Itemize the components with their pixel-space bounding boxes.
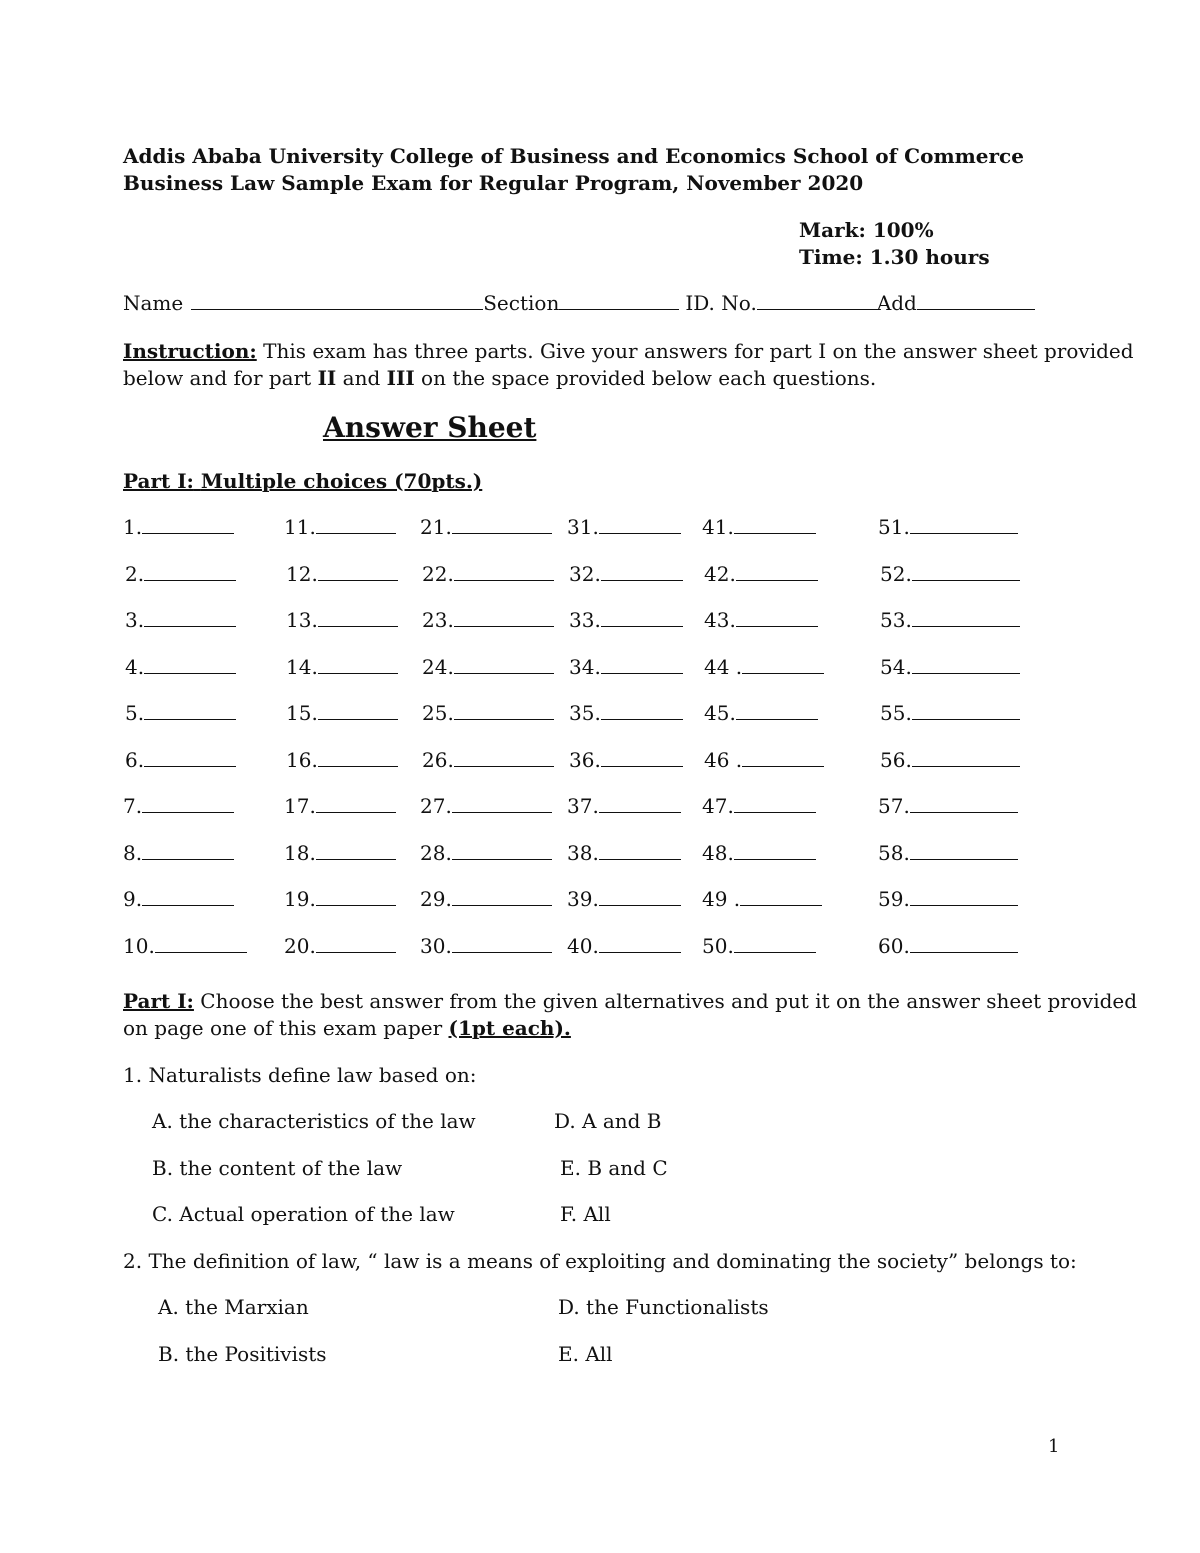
answer-slot-number: 21.: [420, 515, 452, 539]
answer-blank[interactable]: [452, 887, 552, 906]
answer-blank[interactable]: [910, 515, 1018, 534]
answer-slot[interactable]: [704, 748, 824, 772]
answer-blank[interactable]: [601, 655, 683, 674]
answer-slot[interactable]: [880, 655, 1020, 679]
answer-blank[interactable]: [452, 934, 552, 953]
answer-slot-number: 41.: [702, 515, 734, 539]
answer-blank[interactable]: [912, 701, 1020, 720]
question-2-stem: 2. The definition of law, “ law is a means of exploiting and dominating the society” belongs to:: [123, 1249, 1077, 1273]
answer-blank[interactable]: [454, 655, 554, 674]
answer-blank[interactable]: [318, 701, 398, 720]
answer-blank[interactable]: [742, 655, 824, 674]
answer-slot[interactable]: [702, 841, 816, 865]
add-blank[interactable]: [917, 291, 1035, 310]
answer-slot-number: 36.: [569, 748, 601, 772]
answer-slot[interactable]: [704, 562, 818, 586]
answer-blank[interactable]: [454, 701, 554, 720]
answer-slot[interactable]: [123, 934, 247, 958]
answer-slot[interactable]: [284, 794, 396, 818]
question-1-option-b[interactable]: B. the content of the law: [152, 1156, 403, 1180]
answer-slot-number: 50.: [702, 934, 734, 958]
answer-blank[interactable]: [142, 887, 234, 906]
answer-slot-number: 37.: [567, 794, 599, 818]
answer-slot-number: 35.: [569, 701, 601, 725]
exam-title: Business Law Sample Exam for Regular Program, November 2020: [123, 171, 864, 195]
answer-slot[interactable]: [420, 841, 552, 865]
part1-instruction-line-2: on page one of this exam paper (1pt each).: [123, 1016, 571, 1040]
instruction-label: Instruction:: [123, 339, 257, 363]
student-fields: [123, 291, 1035, 315]
answer-slot-number: 57.: [878, 794, 910, 818]
answer-slot[interactable]: [880, 748, 1020, 772]
answer-slot[interactable]: [567, 841, 681, 865]
answer-slot[interactable]: [569, 655, 683, 679]
answer-slot-number: 14.: [286, 655, 318, 679]
answer-slot[interactable]: [880, 701, 1020, 725]
question-1-option-d[interactable]: D. A and B: [554, 1109, 662, 1133]
answer-slot[interactable]: [284, 841, 396, 865]
answer-blank[interactable]: [736, 562, 818, 581]
question-2-option-d[interactable]: D. the Functionalists: [558, 1295, 769, 1319]
answer-blank[interactable]: [742, 748, 824, 767]
answer-slot[interactable]: [702, 794, 816, 818]
answer-slot[interactable]: [125, 562, 236, 586]
add-label: Add: [876, 291, 917, 315]
question-1-stem: 1. Naturalists define law based on:: [123, 1063, 477, 1087]
name-label: Name: [123, 291, 184, 315]
answer-slot-number: 16.: [286, 748, 318, 772]
answer-slot[interactable]: [286, 608, 398, 632]
answer-slot[interactable]: [420, 934, 552, 958]
answer-slot[interactable]: [123, 887, 234, 911]
answer-slot[interactable]: [567, 794, 681, 818]
answer-blank[interactable]: [155, 934, 247, 953]
question-1-option-a[interactable]: A. the characteristics of the law: [152, 1109, 476, 1133]
answer-slot[interactable]: [878, 515, 1018, 539]
answer-slot-number: 33.: [569, 608, 601, 632]
answer-blank[interactable]: [144, 562, 236, 581]
answer-slot-number: 17.: [284, 794, 316, 818]
answer-slot[interactable]: [286, 655, 398, 679]
answer-slot-number: 30.: [420, 934, 452, 958]
answer-slot-number: 38.: [567, 841, 599, 865]
answer-blank[interactable]: [736, 608, 818, 627]
answer-blank[interactable]: [910, 934, 1018, 953]
instruction-line-2: below and for part II and III on the space provided below each questions.: [123, 366, 877, 390]
answer-slot-number: 12.: [286, 562, 318, 586]
answer-slot[interactable]: [878, 841, 1018, 865]
answer-slot[interactable]: [880, 562, 1020, 586]
answer-blank[interactable]: [318, 562, 398, 581]
answer-slot-number: 56.: [880, 748, 912, 772]
answer-blank[interactable]: [912, 655, 1020, 674]
answer-slot-number: 59.: [878, 887, 910, 911]
answer-blank[interactable]: [912, 608, 1020, 627]
answer-slot-number: 20.: [284, 934, 316, 958]
answer-slot-number: 48.: [702, 841, 734, 865]
answer-blank[interactable]: [599, 841, 681, 860]
answer-sheet-part-heading: Part I: Multiple choices (70pts.): [123, 469, 483, 493]
answer-slot-number: 32.: [569, 562, 601, 586]
answer-slot-number: 58.: [878, 841, 910, 865]
answer-slot-number: 23.: [422, 608, 454, 632]
answer-slot[interactable]: [422, 562, 554, 586]
answer-blank[interactable]: [910, 841, 1018, 860]
answer-slot-number: 2.: [125, 562, 145, 586]
answer-slot[interactable]: [878, 887, 1018, 911]
answer-slot[interactable]: [422, 748, 554, 772]
answer-slot-number: 43.: [704, 608, 736, 632]
answer-slot-number: 40.: [567, 934, 599, 958]
answer-blank[interactable]: [736, 701, 818, 720]
answer-slot[interactable]: [125, 701, 236, 725]
answer-slot-number: 53.: [880, 608, 912, 632]
answer-blank[interactable]: [142, 515, 234, 534]
answer-blank[interactable]: [452, 515, 552, 534]
answer-blank[interactable]: [599, 794, 681, 813]
answer-blank[interactable]: [599, 934, 681, 953]
answer-slot[interactable]: [125, 748, 236, 772]
answer-slot-number: 1.: [123, 515, 143, 539]
answer-blank[interactable]: [144, 748, 236, 767]
answer-slot[interactable]: [702, 934, 816, 958]
answer-slot[interactable]: [125, 608, 236, 632]
answer-slot[interactable]: [569, 608, 683, 632]
answer-blank[interactable]: [144, 608, 236, 627]
answer-blank[interactable]: [316, 887, 396, 906]
answer-slot-number: 42.: [704, 562, 736, 586]
mark-info: Mark: 100%: [799, 218, 934, 242]
answer-blank[interactable]: [142, 841, 234, 860]
answer-blank[interactable]: [452, 841, 552, 860]
question-2-option-b[interactable]: B. the Positivists: [158, 1342, 327, 1366]
answer-slot-number: 27.: [420, 794, 452, 818]
answer-slot-number: 52.: [880, 562, 912, 586]
id-label: ID. No.: [685, 291, 757, 315]
answer-blank[interactable]: [740, 887, 822, 906]
answer-slot-number: 55.: [880, 701, 912, 725]
answer-blank[interactable]: [318, 748, 398, 767]
answer-slot[interactable]: [286, 562, 398, 586]
answer-slot-number: 18.: [284, 841, 316, 865]
answer-blank[interactable]: [454, 562, 554, 581]
answer-slot-number: 47.: [702, 794, 734, 818]
answer-slot-number: 10.: [123, 934, 155, 958]
answer-slot-number: 3.: [125, 608, 145, 632]
answer-blank[interactable]: [318, 655, 398, 674]
answer-blank[interactable]: [144, 701, 236, 720]
answer-slot[interactable]: [569, 562, 683, 586]
answer-blank[interactable]: [734, 515, 816, 534]
answer-slot[interactable]: [569, 748, 683, 772]
answer-sheet-title: Answer Sheet: [323, 411, 537, 444]
answer-slot[interactable]: [123, 841, 234, 865]
answer-slot-number: 9.: [123, 887, 143, 911]
answer-slot[interactable]: [704, 608, 818, 632]
time-info: Time: 1.30 hours: [799, 245, 990, 269]
answer-slot[interactable]: [420, 887, 552, 911]
answer-slot-number: 34.: [569, 655, 601, 679]
answer-blank[interactable]: [316, 794, 396, 813]
answer-slot-number: 26.: [422, 748, 454, 772]
answer-slot-number: 46 .: [704, 748, 743, 772]
answer-blank[interactable]: [599, 887, 681, 906]
answer-blank[interactable]: [452, 794, 552, 813]
answer-slot[interactable]: [704, 655, 824, 679]
answer-slot[interactable]: [420, 794, 552, 818]
answer-slot-number: 28.: [420, 841, 452, 865]
section-blank[interactable]: [559, 291, 679, 310]
question-1-option-c[interactable]: C. Actual operation of the law: [152, 1202, 455, 1226]
answer-slot[interactable]: [567, 515, 681, 539]
question-2-option-e[interactable]: E. All: [558, 1342, 613, 1366]
answer-blank[interactable]: [601, 608, 683, 627]
answer-blank[interactable]: [601, 562, 683, 581]
answer-blank[interactable]: [316, 934, 396, 953]
answer-slot[interactable]: [878, 794, 1018, 818]
answer-slot[interactable]: [880, 608, 1020, 632]
answer-slot[interactable]: [286, 701, 398, 725]
answer-slot[interactable]: [284, 934, 396, 958]
answer-slot[interactable]: [123, 794, 234, 818]
question-1-option-f[interactable]: F. All: [560, 1202, 611, 1226]
answer-slot-number: 51.: [878, 515, 910, 539]
answer-slot[interactable]: [567, 934, 681, 958]
answer-slot-number: 45.: [704, 701, 736, 725]
answer-slot-number: 31.: [567, 515, 599, 539]
answer-blank[interactable]: [316, 841, 396, 860]
answer-slot[interactable]: [569, 701, 683, 725]
answer-slot[interactable]: [567, 887, 681, 911]
name-blank[interactable]: [191, 291, 483, 310]
question-1-option-e[interactable]: E. B and C: [560, 1156, 668, 1180]
answer-blank[interactable]: [318, 608, 398, 627]
answer-blank[interactable]: [144, 655, 236, 674]
answer-slot[interactable]: [284, 887, 396, 911]
answer-blank[interactable]: [454, 748, 554, 767]
answer-slot-number: 39.: [567, 887, 599, 911]
answer-slot-number: 49 .: [702, 887, 741, 911]
answer-blank[interactable]: [912, 562, 1020, 581]
answer-slot-number: 11.: [284, 515, 316, 539]
answer-slot[interactable]: [286, 748, 398, 772]
answer-slot[interactable]: [125, 655, 236, 679]
answer-slot-number: 7.: [123, 794, 143, 818]
answer-slot-number: 29.: [420, 887, 452, 911]
answer-blank[interactable]: [734, 794, 816, 813]
answer-slot-number: 54.: [880, 655, 912, 679]
answer-blank[interactable]: [316, 515, 396, 534]
answer-blank[interactable]: [454, 608, 554, 627]
answer-blank[interactable]: [910, 794, 1018, 813]
answer-slot-number: 19.: [284, 887, 316, 911]
answer-blank[interactable]: [601, 701, 683, 720]
answer-slot[interactable]: [284, 515, 396, 539]
page-number: 1: [1048, 1436, 1060, 1457]
answer-blank[interactable]: [734, 841, 816, 860]
answer-slot-number: 13.: [286, 608, 318, 632]
question-2-option-a[interactable]: A. the Marxian: [158, 1295, 309, 1319]
answer-blank[interactable]: [734, 934, 816, 953]
instruction-line-1: Instruction: This exam has three parts. Give your answers for part I on the answer sheet provided: [123, 339, 1134, 363]
answer-blank[interactable]: [142, 794, 234, 813]
answer-slot[interactable]: [123, 515, 234, 539]
answer-slot-number: 5.: [125, 701, 145, 725]
answer-slot[interactable]: [878, 934, 1018, 958]
answer-slot[interactable]: [702, 887, 822, 911]
answer-slot-number: 6.: [125, 748, 145, 772]
section-label: Section: [483, 291, 560, 315]
answer-blank[interactable]: [601, 748, 683, 767]
answer-slot-number: 4.: [125, 655, 145, 679]
answer-slot-number: 60.: [878, 934, 910, 958]
answer-slot-number: 22.: [422, 562, 454, 586]
answer-slot[interactable]: [422, 655, 554, 679]
answer-slot-number: 24.: [422, 655, 454, 679]
answer-slot-number: 44 .: [704, 655, 743, 679]
answer-slot[interactable]: [702, 515, 816, 539]
answer-slot[interactable]: [704, 701, 818, 725]
answer-blank[interactable]: [910, 887, 1018, 906]
institution-heading: Addis Ababa University College of Business and Economics School of Commerce: [123, 144, 1024, 168]
part1-instruction-line-1: Part I: Choose the best answer from the given alternatives and put it on the answer sheet provided: [123, 989, 1138, 1013]
answer-slot[interactable]: [420, 515, 552, 539]
answer-slot-number: 8.: [123, 841, 143, 865]
answer-slot[interactable]: [422, 608, 554, 632]
answer-slot[interactable]: [422, 701, 554, 725]
answer-blank[interactable]: [912, 748, 1020, 767]
answer-blank[interactable]: [599, 515, 681, 534]
answer-slot-number: 15.: [286, 701, 318, 725]
answer-slot-number: 25.: [422, 701, 454, 725]
id-blank[interactable]: [757, 291, 877, 310]
